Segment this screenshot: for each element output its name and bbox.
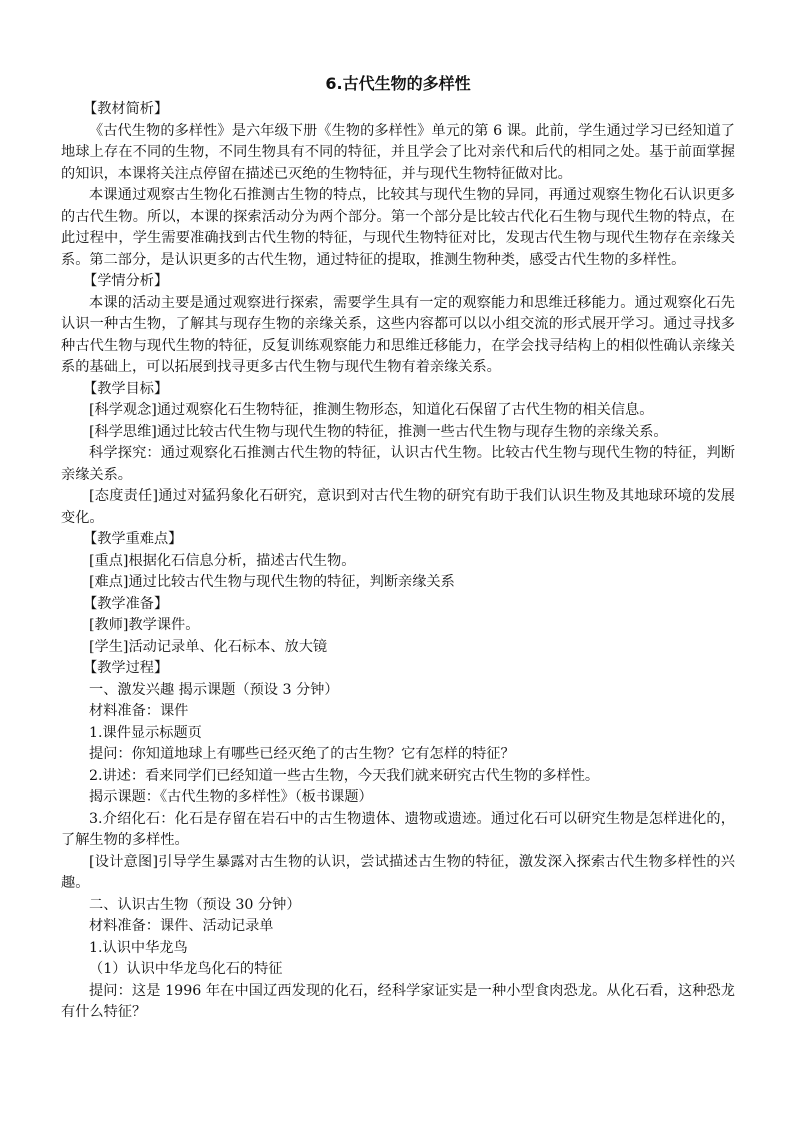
paragraph: 材料准备：课件、活动记录单: [89, 918, 274, 934]
paragraph: 《古代生物的多样性》是六年级下册《生物的多样性》单元的第 6 课。此前，学生通过学习已经知道了地球上存在不同的生物，不同生物具有不同的特征，并且学会了比对亲代和后代的相同之处。基于前面掌握的知识，本课将关注点停留在描述已灭绝的生物特征，并与现代生物特征做对比。: [61, 122, 735, 182]
paragraph: 材料准备：课件: [89, 703, 189, 719]
paragraph: [学生]活动记录单、化石标本、放大镜: [89, 638, 328, 655]
paragraph: 揭示课题：《古代生物的多样性》（板书课题）: [89, 789, 373, 805]
document-body: [61, 99, 735, 1024]
paragraph: 本课通过观察古生物化石推测古生物的特点，比较其与现代生物的异同，再通过观察生物化石认识更多的古代生物。所以，本课的探索活动分为两个部分。第一个部分是比较古代化石生物与现代生物的特点，在此过程中，学生需要准确找到古代生物的特征，与现代生物特征对比，发现古代生物与现代生物存在亲缘关系。第二部分，是认识更多的古代生物，通过特征的提取，推测生物种类，感受古代生物的多样性。: [61, 187, 735, 268]
paragraph: 一、激发兴趣 揭示课题（预设 3 分钟）: [89, 681, 339, 698]
paragraph: [教师]教学课件。: [89, 617, 200, 633]
paragraph: [难点]通过比较古代生物与现代生物的特征，判断亲缘关系: [89, 574, 455, 590]
paragraph: （1）认识中华龙鸟化石的特征: [89, 961, 283, 977]
section-heading: 【教材简析】: [83, 101, 169, 117]
section-heading: 【教学目标】: [83, 380, 169, 397]
section-heading: 【学情分析】: [83, 273, 169, 289]
paragraph: 科学探究：通过观察化石推测古代生物的特征，认识古代生物。比较古代生物与现代生物的特征，判断亲缘关系。: [61, 445, 735, 483]
paragraph: [设计意图]引导学生暴露对古生物的认识，尝试描述古生物的特征，激发深入探索古代生物多样性的兴趣。: [61, 853, 735, 891]
section-heading: 【教学准备】: [83, 595, 169, 612]
paragraph: [科学观念]通过观察化石生物特征，推测生物形态，知道化石保留了古代生物的相关信息。: [89, 402, 654, 418]
paragraph: [态度责任]通过对猛犸象化石研究，意识到对古代生物的研究有助于我们认识生物及其地球环境的发展变化。: [61, 488, 735, 526]
section-heading: 【教学重难点】: [83, 531, 183, 547]
paragraph: 1.课件显示标题页: [89, 724, 202, 741]
paragraph: 提问：你知道地球上有哪些已经灭绝了的古生物？它有怎样的特征？: [89, 746, 515, 762]
document-page: [61, 70, 735, 1024]
section-heading: 【教学过程】: [83, 660, 169, 676]
paragraph: 1.认识中华龙鸟: [89, 939, 188, 956]
paragraph: 二、认识古生物（预设 30 分钟）: [89, 896, 301, 913]
paragraph: [重点]根据化石信息分析，描述古代生物。: [89, 552, 356, 569]
document-title: 6.古代生物的多样性: [325, 74, 471, 93]
paragraph: [科学思维]通过比较古代生物与现代生物的特征，推测一些古代生物与现存生物的亲缘关系。: [89, 423, 668, 440]
paragraph: 提问：这是 1996 年在中国辽西发现的化石，经科学家证实是一种小型食肉恐龙。从化石看，这种恐龙有什么特征？: [61, 982, 735, 1020]
paragraph: 2.讲述：看来同学们已经知道一些古生物，今天我们就来研究古代生物的多样性。: [89, 767, 600, 784]
paragraph: 本课的活动主要是通过观察进行探索，需要学生具有一定的观察能力和思维迁移能力。通过观察化石先认识一种古生物，了解其与现存生物的亲缘关系，这些内容都可以以小组交流的形式展开学习。通过寻找多种古代生物与现代生物的特征，反复训练观察能力和思维迁移能力，在学会找寻结构上的相似性确认亲缘关系的基础上，可以拓展到找寻更多古代生物与现代生物有着亲缘关系。: [61, 294, 735, 375]
paragraph: 3.介绍化石：化石是存留在岩石中的古生物遗体、遗物或遗迹。通过化石可以研究生物是怎样进化的，了解生物的多样性。: [61, 810, 735, 848]
